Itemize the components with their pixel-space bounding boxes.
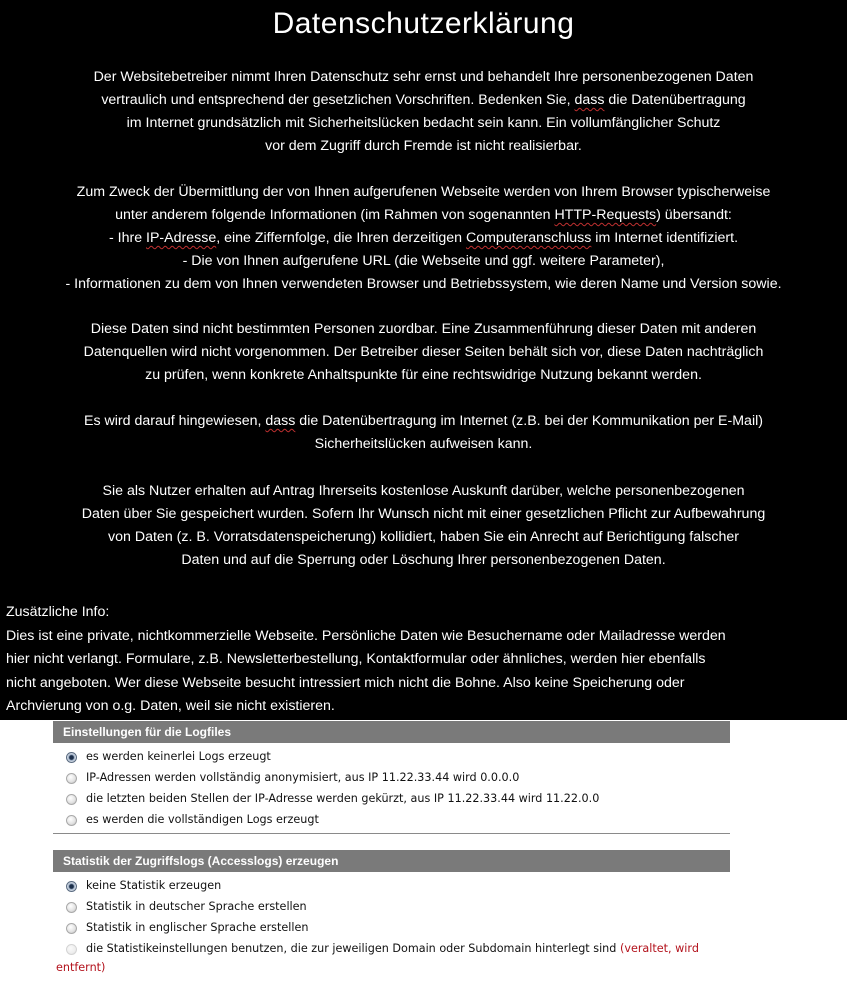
statistics-option-english[interactable] bbox=[66, 920, 308, 936]
paragraph-not-assignable bbox=[0, 318, 847, 387]
text-line: nicht angeboten. Wer diese Webseite besucht intressiert mich nicht die Bohne. Also keine Speicherung oder bbox=[6, 674, 685, 691]
text-line: Datenquellen wird nicht vorgenommen. Der Betreiber dieser Seiten behält sich vor, diese Daten nachträglich bbox=[83, 344, 764, 360]
text-line: vor dem Zugriff durch Fremde ist nicht realisierbar. bbox=[265, 138, 582, 154]
text-line: hier nicht verlangt. Formulare, z.B. Newsletterbestellung, Kontaktformular oder ähnliches, werden hier ebenfalls bbox=[6, 651, 706, 667]
text-line: Zum Zweck der Übermittlung der von Ihnen aufgerufenen Webseite werden von Ihrem Browser typischerweise bbox=[76, 184, 771, 200]
statistics-option-german[interactable] bbox=[66, 899, 307, 915]
radio-checked-icon[interactable] bbox=[66, 881, 77, 892]
spellcheck-word: dass bbox=[265, 413, 296, 429]
text-line: zu prüfen, wenn konkrete Anhaltspunkte für eine rechtswidrige Nutzung bekannt werden. bbox=[145, 367, 702, 383]
page-title: Datenschutzerklärung bbox=[272, 7, 575, 40]
option-label: es werden keinerlei Logs erzeugt bbox=[86, 750, 271, 763]
option-label: Statistik in deutscher Sprache erstellen bbox=[86, 900, 307, 913]
logfiles-option-anonymize[interactable] bbox=[66, 770, 519, 786]
logfiles-option-truncate[interactable] bbox=[66, 791, 599, 807]
radio-unchecked-icon[interactable] bbox=[66, 815, 77, 826]
text-run: unter anderem folgende Informationen (im Rahmen von sogenannten bbox=[115, 207, 555, 223]
text-run: Es wird darauf hingewiesen, bbox=[84, 413, 266, 429]
option-label: es werden die vollständigen Logs erzeugt bbox=[86, 813, 319, 826]
spellcheck-word: Computeranschluss bbox=[465, 230, 592, 246]
text-run: die Datenübertragung bbox=[604, 92, 746, 108]
text-line: - Informationen zu dem von Ihnen verwendeten Browser und Betriebssystem, wie deren Name und Version sowie. bbox=[65, 276, 782, 292]
text-line: Archvierung von o.g. Daten, weil sie nicht existieren. bbox=[6, 698, 335, 714]
text-line: Der Websitebetreiber nimmt Ihren Datenschutz sehr ernst und behandelt Ihre personenbezogenen Daten bbox=[93, 69, 754, 85]
logfiles-option-full[interactable] bbox=[66, 812, 319, 828]
statistics-option-none[interactable] bbox=[66, 878, 221, 894]
radio-unchecked-icon[interactable] bbox=[66, 773, 77, 784]
radio-unchecked-icon[interactable] bbox=[66, 794, 77, 805]
additional-info bbox=[6, 601, 726, 719]
spellcheck-word: dass bbox=[574, 92, 605, 108]
text-line: - Die von Ihnen aufgerufene URL (die Webseite und ggf. weitere Parameter), bbox=[182, 253, 665, 269]
text-line: Daten über Sie gespeichert wurden. Sofern Ihr Wunsch nicht mit einer gesetzlichen Pflicht zur Aufbewahrung bbox=[81, 506, 766, 522]
text-line bbox=[0, 410, 847, 433]
spellcheck-word: IP-Adresse bbox=[146, 230, 217, 246]
statistics-option-domain-settings[interactable] bbox=[66, 941, 699, 957]
option-label: die letzten beiden Stellen der IP-Adresse werden gekürzt, aus IP 11.22.33.44 wird 11.22.0.0 bbox=[86, 792, 600, 805]
text-run: - Ihre bbox=[108, 230, 147, 246]
paragraph-intro bbox=[0, 66, 847, 158]
radio-disabled-icon[interactable] bbox=[66, 944, 77, 955]
text-line: von Daten (z. B. Vorratsdatenspeicherung) kollidiert, haben Sie ein Anrecht auf Berichtigung falscher bbox=[108, 529, 739, 545]
text-line: Sicherheitslücken aufweisen kann. bbox=[314, 436, 533, 452]
section-divider bbox=[53, 833, 730, 834]
radio-checked-icon[interactable] bbox=[66, 752, 77, 763]
spellcheck-word: HTTP-Requests bbox=[554, 207, 657, 223]
text-line bbox=[0, 227, 847, 250]
text-line: Diese Daten sind nicht bestimmten Personen zuordbar. Eine Zusammenführung dieser Daten mit anderen bbox=[90, 321, 757, 337]
statistics-panel-header: Statistik der Zugriffslogs (Accesslogs) erzeugen bbox=[53, 850, 730, 872]
additional-info-heading: Zusätzliche Info: bbox=[6, 604, 110, 620]
logfiles-panel-header: Einstellungen für die Logfiles bbox=[53, 721, 730, 743]
text-line: Dies ist eine private, nichtkommerzielle Webseite. Persönliche Daten wie Besuchername oder Mailadresse werden bbox=[6, 627, 726, 644]
paragraph-email-notice bbox=[0, 410, 847, 456]
text-line: im Internet grundsätzlich mit Sicherheitslücken bedacht sein kann. Ein vollumfänglicher Schutz bbox=[126, 115, 721, 131]
logfiles-option-none[interactable] bbox=[66, 749, 271, 765]
option-label: die Statistikeinstellungen benutzen, die zur jeweiligen Domain oder Subdomain hinterlegt sind bbox=[86, 942, 617, 955]
text-run: vertraulich und entsprechend der gesetzlichen Vorschriften. Bedenken Sie, bbox=[101, 92, 575, 108]
text-run: die Datenübertragung im Internet (z.B. bei der Kommunikation per E-Mail) bbox=[295, 413, 763, 429]
radio-unchecked-icon[interactable] bbox=[66, 923, 77, 934]
deprecated-note-continuation: entfernt) bbox=[56, 961, 106, 974]
paragraph-transmission bbox=[0, 181, 847, 296]
paragraph-user-rights bbox=[0, 480, 847, 572]
deprecated-note: (veraltet, wird bbox=[619, 942, 699, 955]
text-line: Sie als Nutzer erhalten auf Antrag Ihrerseits kostenlose Auskunft darüber, welche personenbezogenen bbox=[102, 483, 745, 499]
option-label: Statistik in englischer Sprache erstellen bbox=[86, 921, 309, 934]
option-label: keine Statistik erzeugen bbox=[86, 879, 222, 892]
text-run: im Internet identifiziert. bbox=[591, 230, 739, 246]
text-line bbox=[0, 89, 847, 112]
text-run: , eine Ziffernfolge, die Ihren derzeitigen bbox=[216, 230, 466, 246]
text-run: ) übersandt: bbox=[656, 207, 732, 223]
text-line bbox=[0, 204, 847, 227]
option-label: IP-Adressen werden vollständig anonymisiert, aus IP 11.22.33.44 wird 0.0.0.0 bbox=[86, 771, 520, 784]
text-line: Daten und auf die Sperrung oder Löschung Ihrer personenbezogenen Daten. bbox=[181, 552, 666, 568]
radio-unchecked-icon[interactable] bbox=[66, 902, 77, 913]
